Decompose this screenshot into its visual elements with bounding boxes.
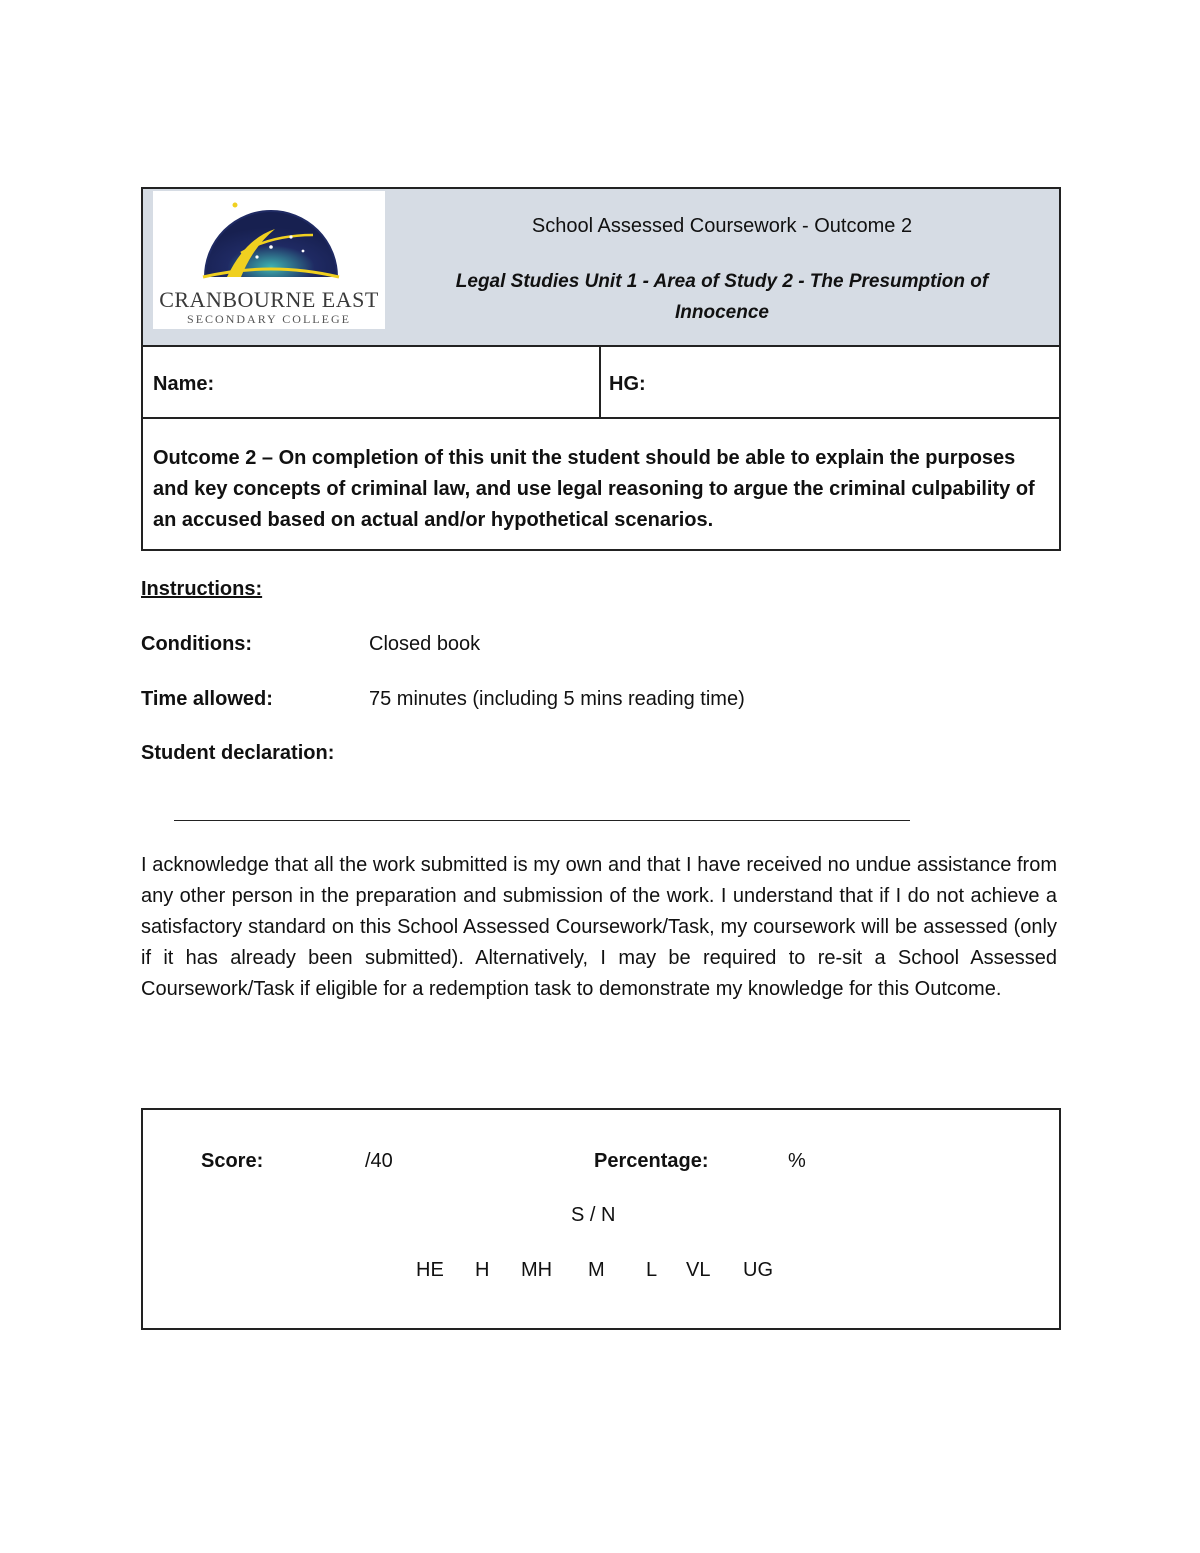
- header-row: [143, 189, 1059, 347]
- grade-l[interactable]: L: [646, 1259, 658, 1281]
- logo-name: CRANBOURNE EAST: [159, 287, 379, 312]
- grade-mh[interactable]: MH: [521, 1259, 553, 1281]
- time-value: 75 minutes (including 5 mins reading time): [369, 688, 745, 710]
- logo-subtitle: SECONDARY COLLEGE: [187, 312, 351, 326]
- instructions-heading: Instructions:: [141, 578, 263, 600]
- percentage-label: Percentage:: [594, 1150, 709, 1172]
- declaration-row: [141, 742, 334, 765]
- title-area: [385, 189, 1059, 345]
- header-table: [141, 187, 1061, 551]
- hg-field[interactable]: [601, 347, 1059, 417]
- declaration-label: Student declaration:: [141, 742, 335, 764]
- grade-m[interactable]: M: [588, 1259, 605, 1281]
- conditions-value: Closed book: [369, 633, 481, 655]
- grade-he[interactable]: HE: [416, 1259, 444, 1281]
- declaration-text: I acknowledge that all the work submitted is my own and that I have received no undue assistance from any other person in the preparation and submission of the work. I understand that if I do not achieve a satisfactory standard on this School Assessed Coursework/Task, my coursework will be assessed (only if it has already been submitted). Alternatively, I may be required to re-sit a School Assessed Coursework/Task if eligible for a redemption task to demonstrate my knowledge for this Outcome.: [141, 854, 1057, 1000]
- school-logo: [153, 191, 385, 329]
- name-label: Name:: [153, 373, 215, 395]
- score-label: Score:: [201, 1150, 264, 1172]
- signature-line[interactable]: [174, 820, 910, 821]
- document-title: School Assessed Coursework - Outcome 2: [531, 215, 913, 237]
- name-row: [143, 347, 1059, 419]
- conditions-row: [141, 633, 480, 656]
- hg-label: HG:: [609, 373, 646, 395]
- sn-indicator[interactable]: S / N: [571, 1204, 616, 1226]
- conditions-label: Conditions:: [141, 633, 253, 655]
- name-field[interactable]: [143, 347, 601, 417]
- score-box: [141, 1108, 1061, 1330]
- score-value[interactable]: /40: [365, 1150, 393, 1172]
- grade-h[interactable]: H: [475, 1259, 490, 1281]
- time-label: Time allowed:: [141, 688, 273, 710]
- grade-vl[interactable]: VL: [686, 1259, 711, 1281]
- percentage-value[interactable]: %: [788, 1150, 806, 1172]
- outcome-statement: Outcome 2 – On completion of this unit the student should be able to explain the purposes and key concepts of criminal law, and use legal reasoning to argue the criminal culpability of an accused based on actual and/or hypothetical scenarios.: [153, 447, 1035, 531]
- document-subtitle: Legal Studies Unit 1 - Area of Study 2 - The Presumption of Innocence: [455, 271, 989, 323]
- time-row: [141, 688, 745, 711]
- grade-ug[interactable]: UG: [743, 1259, 773, 1281]
